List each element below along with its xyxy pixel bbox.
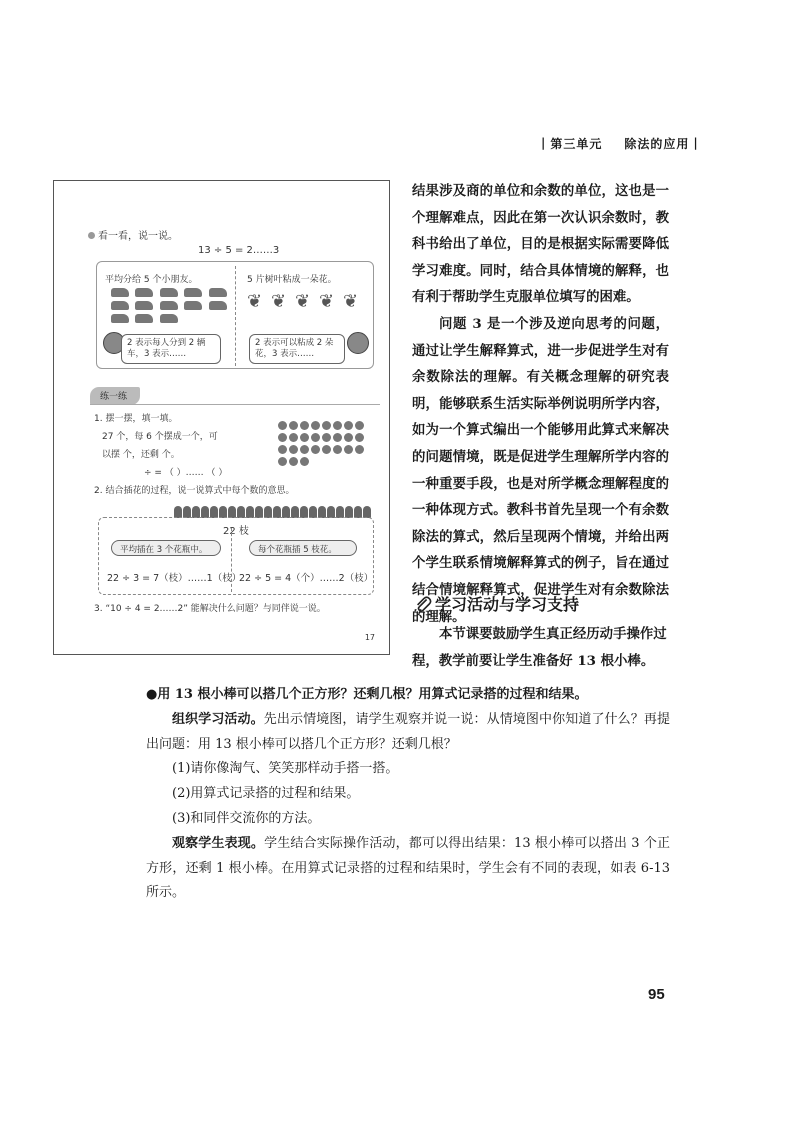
car-icon [160,288,178,297]
question-1: 1. 摆一摆，填一填。 [94,414,178,424]
berry-icon [344,445,353,454]
textbook-page-number: 17 [364,633,375,642]
berry-icon [322,433,331,442]
berry-icon [322,445,331,454]
berry-icon [300,445,309,454]
step-3: (3)和同伴交流你的方法。 [172,810,321,826]
berry-icon [311,421,320,430]
berry-icon [311,433,320,442]
berry-icon [278,433,287,442]
berry-icon [289,433,298,442]
leaf-icon: ❦ [295,291,311,312]
scroll-label-left: 平均插在 3 个花瓶中。 [111,540,221,556]
practice-divider [90,404,380,405]
leaf-icon: ❦ [247,291,263,312]
question-1-line-2: 以摆 个，还剩 个。 [102,450,180,460]
textbook-page-image [53,180,390,655]
berries-illustration [278,421,364,466]
berry-icon [355,421,364,430]
berry-icon [322,421,331,430]
header-unit: 第三单元 [550,136,603,151]
bullet-icon [88,232,95,239]
section-heading-text: 学习活动与学习支持 [435,595,580,614]
leaves-illustration [247,292,365,312]
textbook-section-title: 看一看，说一说。 [88,227,178,242]
question-1-equation: ÷ = （ ）…… （ ） [144,468,228,478]
header-bar-right: | [693,136,699,150]
berry-icon [300,433,309,442]
right-column-text [412,178,669,630]
berry-icon [311,445,320,454]
leaf-icon: ❦ [319,291,335,312]
berry-icon [278,421,287,430]
berry-icon [344,421,353,430]
paragraph: 问题 3 是一个涉及逆向思考的问题，通过让学生解释算式，进一步促进学生对有余数除法的理解。有关概念理解的研究表明，能够联系生活实际举例说明所学内容，如为一个算式编出一个能够用此算式来解决的问题情境，既是促进学生理解所学内容的一种重要手段，也是对所学概念理解程度的一种体现方式。教科书首先呈现一个有余数除法的算式，然后呈现两个情境，并给出两个学生联系情境解释算式的例子，旨在通过结合情境解释算式，促进学生对有余数除法的理解。 [412,315,669,625]
berry-icon [300,421,309,430]
car-icon [184,301,202,310]
car-icon [160,314,178,323]
berry-icon [355,445,364,454]
car-icon [135,288,153,297]
panel-left-title: 平均分给 5 个小朋友。 [105,275,198,285]
paragraph: 结果涉及商的单位和余数的单位，这也是一个理解难点，因此在第一次认识余数时，教科书给出了单位，目的是根据实际需要降低学习难度。同时，结合具体情境的解释，也有利于帮助学生克服单位填写的困难。 [412,183,669,306]
observe-paragraph: 观察学生表现。学生结合实际操作活动，都可以得出结果：13 根小棒可以搭出 3 个正方形，还剩 1 根小棒。在用算式记录搭的过程和结果时，学生会有不同的表现，如表 6-13 所示。 [146,835,670,901]
scroll-label-right: 每个花瓶插 5 枝花。 [249,540,357,556]
textbook-equation: 13 ÷ 5 = 2……3 [198,245,280,256]
child-avatar-icon [347,332,369,354]
berry-icon [289,421,298,430]
running-header [541,133,711,153]
car-icon [111,301,129,310]
equation-left: 22 ÷ 3 = 7（枝）……1（枝） [107,573,242,584]
flower-arrangement-panel [98,517,374,595]
step-2: (2)用算式记录搭的过程和结果。 [172,786,360,802]
berry-icon [289,445,298,454]
practice-tag: 练一练 [90,387,140,405]
panel2-title: 22 枝 [223,526,249,537]
step-1: (1)请你像淘气、笑笑那样动手搭一搭。 [172,761,399,777]
car-icon [184,288,202,297]
berry-icon [278,457,287,466]
paperclip-icon [414,595,432,613]
berry-icon [333,421,342,430]
berry-icon [333,445,342,454]
car-icon [209,301,227,310]
leaf-icon: ❦ [271,291,287,312]
question-2: 2. 结合插花的过程，说一说算式中每个数的意思。 [94,486,295,496]
question-1-line-1: 27 个，每 6 个摆成一个，可 [102,432,218,442]
leaf-icon: ❦ [343,291,359,312]
panel-right-title: 5 片树叶粘成一朵花。 [247,275,337,285]
header-title: 除法的应用 [624,136,690,151]
question-3: 3. “10 ÷ 4 = 2……2” 能解决什么问题？与同伴说一说。 [94,604,326,614]
car-icon [135,301,153,310]
speech-bubble-left: 2 表示每人分到 2 辆车，3 表示…… [121,334,221,364]
main-text [146,683,670,906]
car-icon [111,288,129,297]
berry-icon [333,433,342,442]
activity-paragraph: 组织学习活动。先出示情境图，请学生观察并说一说：从情境图中你知道了什么？再提出问题：用 13 根小棒可以搭几个正方形？还剩几根？ [146,711,670,752]
header-bar-left: | [541,136,547,150]
berry-icon [355,433,364,442]
car-icon [111,314,129,323]
car-icon [160,301,178,310]
section-heading [414,592,579,615]
illustration-panel [96,261,374,369]
car-icon [209,288,227,297]
speech-bubble-right: 2 表示可以粘成 2 朵花，3 表示…… [249,334,345,364]
equation-right: 22 ÷ 5 = 4（个）……2（枝） [239,573,374,584]
page-number: 95 [648,986,665,1003]
berry-icon [289,457,298,466]
activity-question: ●用 13 根小棒可以搭几个正方形？还剩几根？用算式记录搭的过程和结果。 [146,687,588,702]
car-icon [135,314,153,323]
panel-divider [235,266,236,366]
toy-cars-illustration [111,288,229,323]
intro-text: 本节课要鼓励学生真正经历动手操作过程，教学前要让学生准备好 13 根小棒。 [412,626,667,669]
intro-paragraph [412,621,669,674]
berry-icon [300,457,309,466]
berry-icon [278,445,287,454]
berry-icon [344,433,353,442]
